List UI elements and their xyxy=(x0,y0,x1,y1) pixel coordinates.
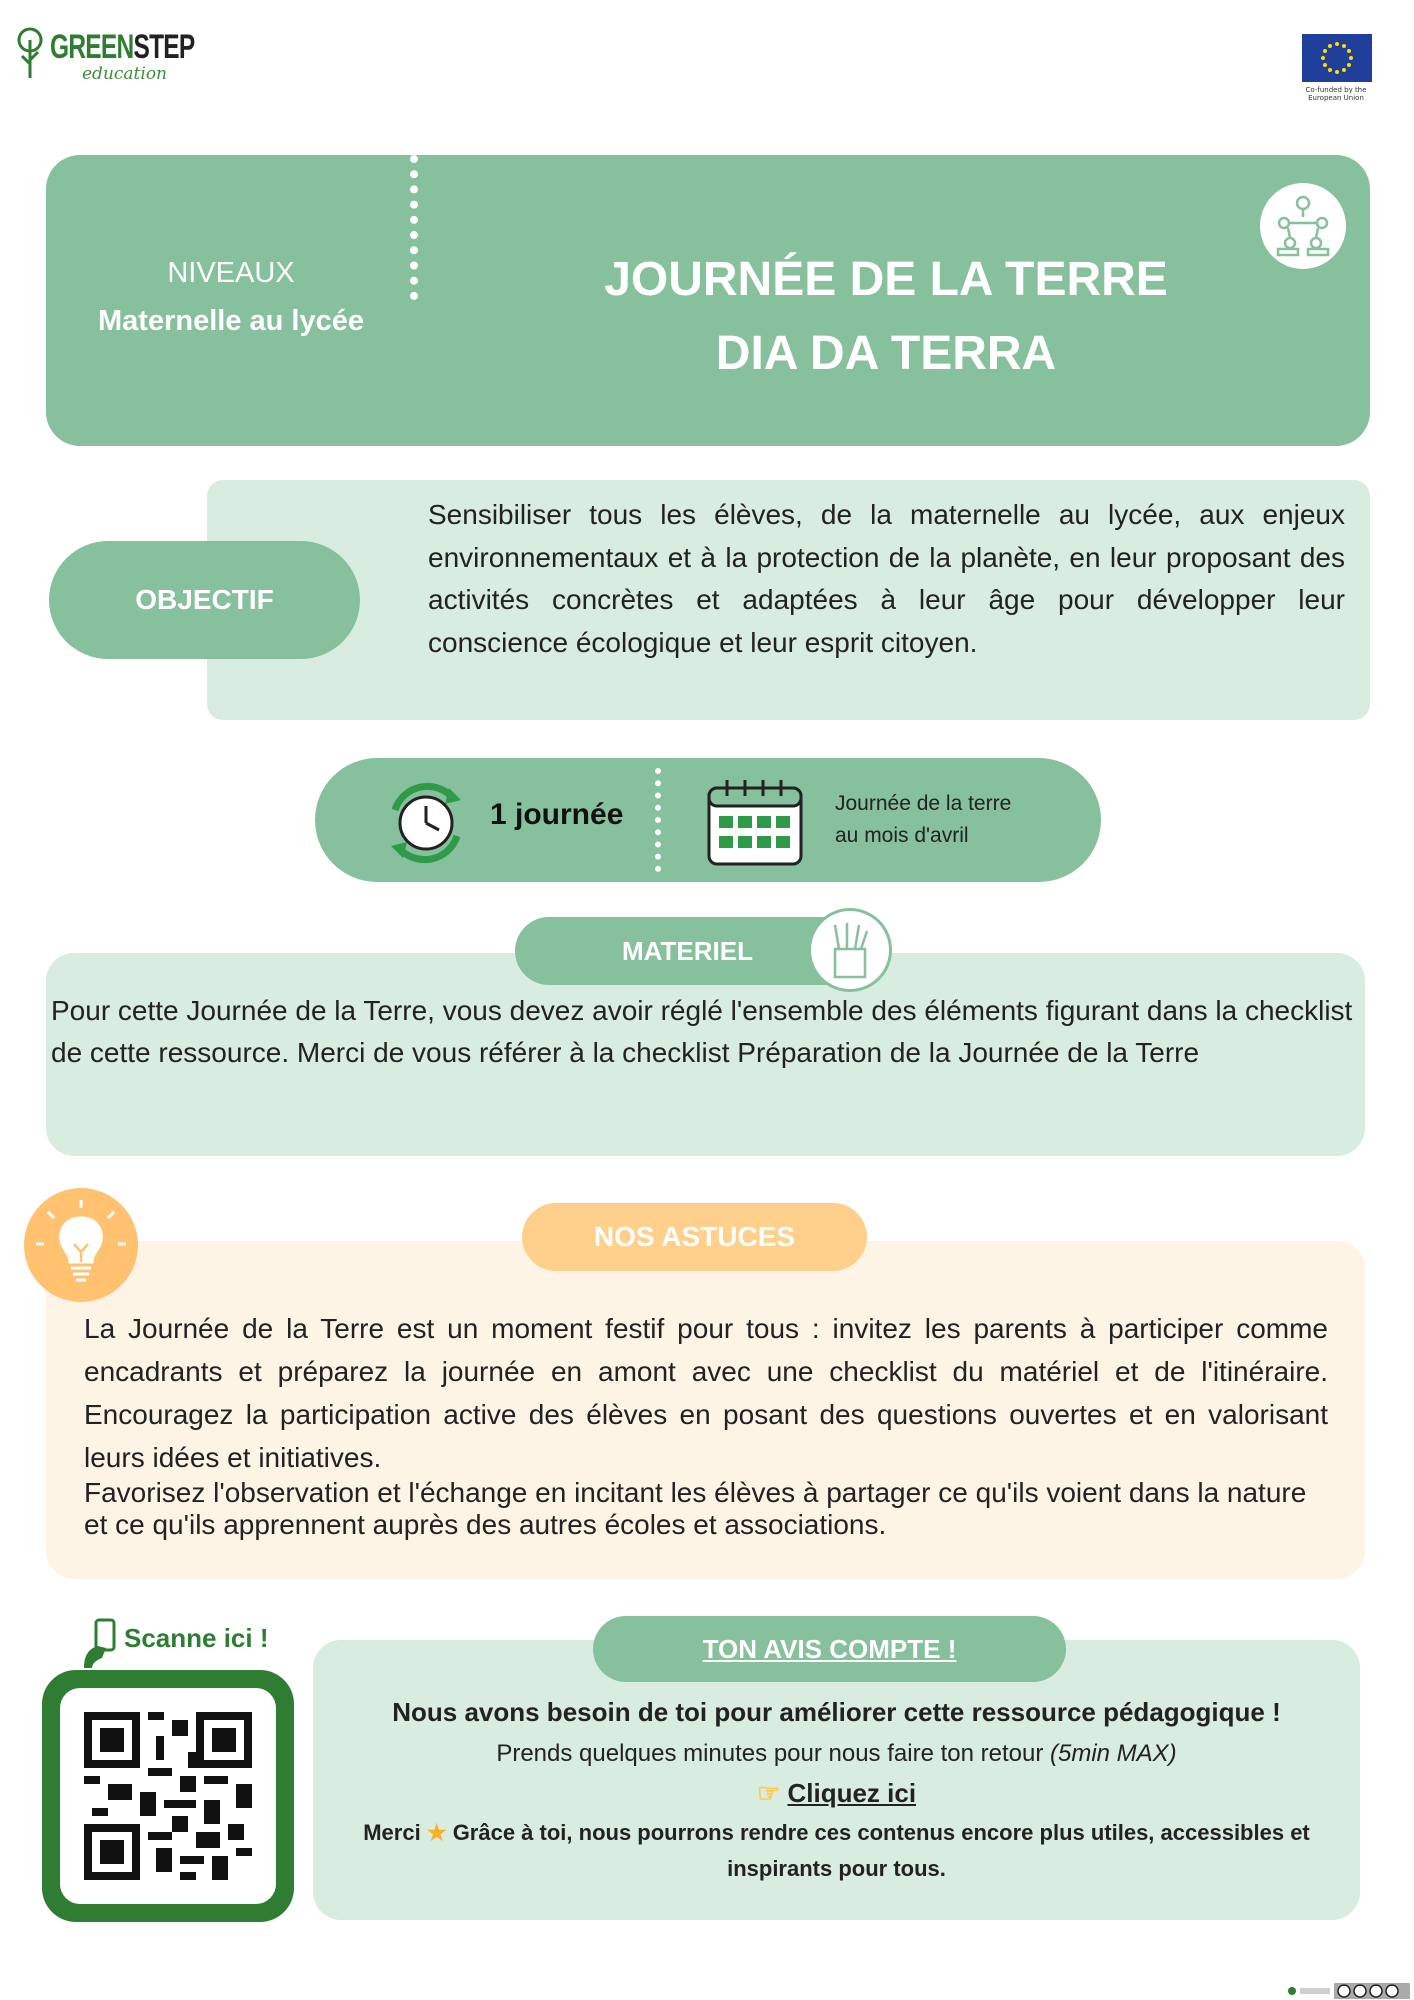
feedback-merci: Merci xyxy=(363,1820,421,1845)
scan-label: Scanne ici ! xyxy=(124,1623,269,1653)
feedback-thanks: Grâce à toi, nous pourrons rendre ces contenus encore plus utiles, accessibles et inspirants pour tous. xyxy=(452,1820,1310,1881)
feedback-line-2-italic: (5min MAX) xyxy=(1049,1740,1177,1767)
pointing-hand-icon: ☞ xyxy=(756,1778,781,1808)
duration-value: 1 journée xyxy=(490,798,624,831)
greenstep-logo xyxy=(12,20,195,90)
feedback-line-2-text: Prends quelques minutes pour nous faire ton retour xyxy=(496,1740,1044,1767)
objectif-label: OBJECTIF xyxy=(49,541,360,659)
duration-divider xyxy=(655,768,661,872)
title-line-1: JOURNÉE DE LA TERRE xyxy=(604,253,1168,306)
astuces-text-2: Favorisez l'observation et l'échange en incitant les élèves à partager ce qu'ils voient dans la nature et ce qu'ils apprennent auprès des autres écoles et associations. xyxy=(84,1477,1307,1540)
duration-note-line-2: au mois d'avril xyxy=(835,824,969,847)
lightbulb-icon xyxy=(24,1188,138,1302)
pencil-cup-icon xyxy=(808,908,892,992)
materiel-label: MATERIEL xyxy=(515,917,860,985)
title-line-2: DIA DA TERRA xyxy=(715,327,1057,380)
eu-badge xyxy=(1294,30,1378,112)
people-network-icon xyxy=(1260,183,1346,269)
materiel-text: Pour cette Journée de la Terre, vous devez avoir réglé l'ensemble des éléments figurant dans la checklist de cette ressource. Merci de vous référer à la checklist Préparation de la Journée de la Terre xyxy=(51,995,1353,1068)
page-title xyxy=(436,243,1336,391)
feedback-line-1: Nous avons besoin de toi pour améliorer cette ressource pédagogique ! xyxy=(392,1697,1281,1727)
astuces-label: NOS ASTUCES xyxy=(522,1203,867,1271)
feedback-link[interactable]: Cliquez ici xyxy=(787,1778,917,1808)
qr-inner xyxy=(60,1688,276,1904)
clock-icon xyxy=(383,780,469,866)
niveaux-value: Maternelle au lycée xyxy=(98,305,364,337)
eu-flag-icon xyxy=(1302,34,1372,82)
logo-subtitle: education xyxy=(82,64,167,84)
astuces-text-1: La Journée de la Terre est un moment festif pour tous : invitez les parents à participer comme encadrants et préparez la journée en amont avec une checklist du matériel et de l'itinéraire. Encouragez la participation active des élèves en posant des questions ouvertes et en valorisant leurs idées et initiatives. xyxy=(84,1313,1328,1473)
niveaux-label: NIVEAUX xyxy=(167,257,295,289)
qr-frame xyxy=(42,1670,294,1922)
cc-license-icon xyxy=(1286,1982,1410,2000)
duration-note-line-1: Journée de la terre xyxy=(835,792,1012,815)
eu-text: Co-funded by the European Union xyxy=(1305,86,1367,102)
feedback-line-4 xyxy=(313,1815,1360,1887)
qr-code[interactable] xyxy=(84,1712,252,1880)
feedback-title[interactable]: TON AVIS COMPTE ! xyxy=(593,1616,1066,1682)
calendar-icon xyxy=(705,778,805,868)
duration-pill xyxy=(315,758,1101,882)
duration-note xyxy=(835,788,1085,852)
logo-wordmark: GREENSTEP xyxy=(50,28,195,66)
feedback-link-row xyxy=(313,1778,1360,1809)
feedback-line-2 xyxy=(313,1740,1360,1768)
tree-icon xyxy=(12,26,48,82)
objectif-text: Sensibiliser tous les élèves, de la maternelle au lycée, aux enjeux environnementaux et à la protection de la planète, en leur proposant des activités concrètes et adaptées à leur âge pour développer leur conscience écologique et leur esprit citoyen. xyxy=(428,499,1345,658)
header-card xyxy=(46,155,1370,446)
phone-icon xyxy=(80,1618,124,1670)
star-icon: ★ xyxy=(426,1820,447,1845)
